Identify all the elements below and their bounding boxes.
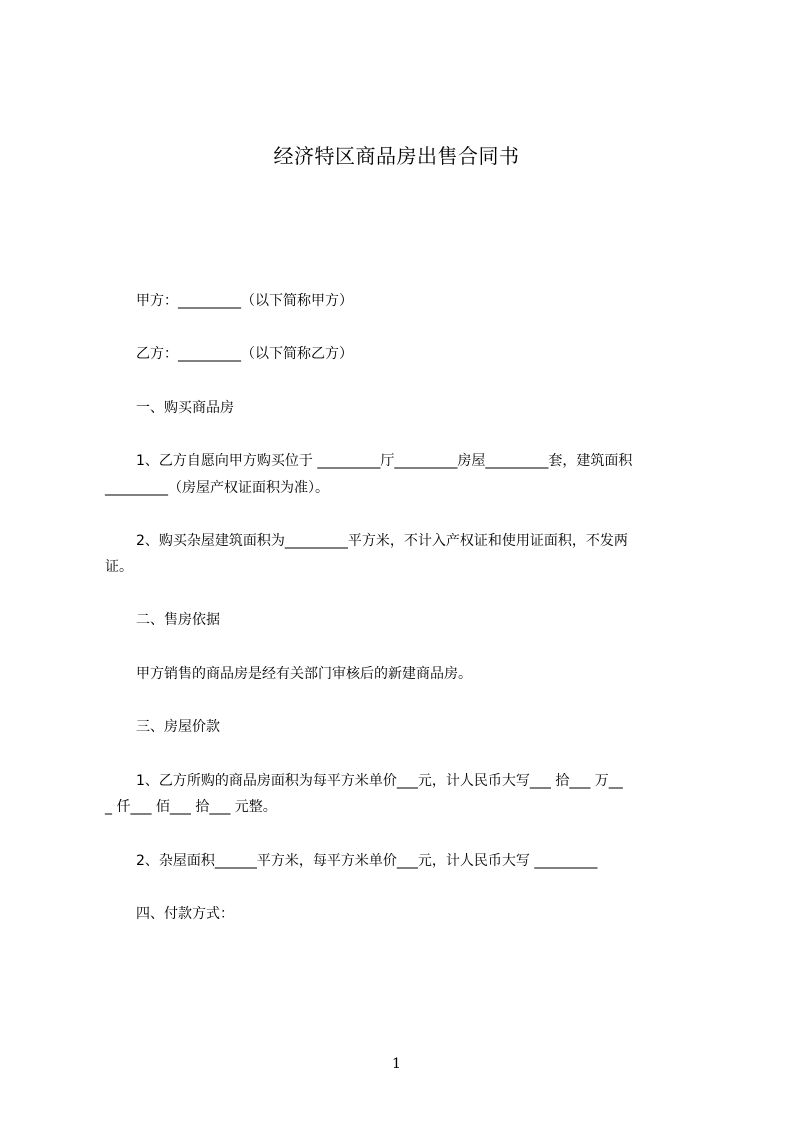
clause-1-2-line-1: 2、购买杂屋建筑面积为_________平方米，不计入产权证和使用证面积，不发两 [136,533,628,549]
document-title: 经济特区商品房出售合同书 [273,144,520,168]
section-2-body: 甲方销售的商品房是经有关部门审核后的新建商品房。 [136,666,472,682]
section-4-heading: 四、付款方式： [136,906,234,922]
clause-3-1-line-2: _ 仟___ 佰___ 拾___ 元整。 [105,799,277,815]
clause-1-1-line-1: 1、乙方自愿向甲方购买位于 _________厅_________房屋_________套，建筑面积 [136,453,633,469]
party-b-line: 乙方：_________（以下简称乙方） [136,346,353,362]
clause-3-2-line: 2、杂屋面积______平方米，每平方米单价___元，计人民币大写 _________ [136,853,598,869]
section-3-heading: 三、房屋价款 [136,719,220,735]
clause-3-1-line-1: 1、乙方所购的商品房面积为每平方米单价___元，计人民币大写___ 拾___ 万__ [136,773,623,789]
page-number: 1 [392,1056,401,1072]
clause-1-1-line-2: _________（房屋产权证面积为准）。 [105,480,329,496]
section-1-heading: 一、购买商品房 [136,400,234,416]
party-a-line: 甲方：_________（以下简称甲方） [136,293,353,309]
clause-1-2-line-2: 证。 [105,559,133,575]
section-2-heading: 二、售房依据 [136,612,220,628]
